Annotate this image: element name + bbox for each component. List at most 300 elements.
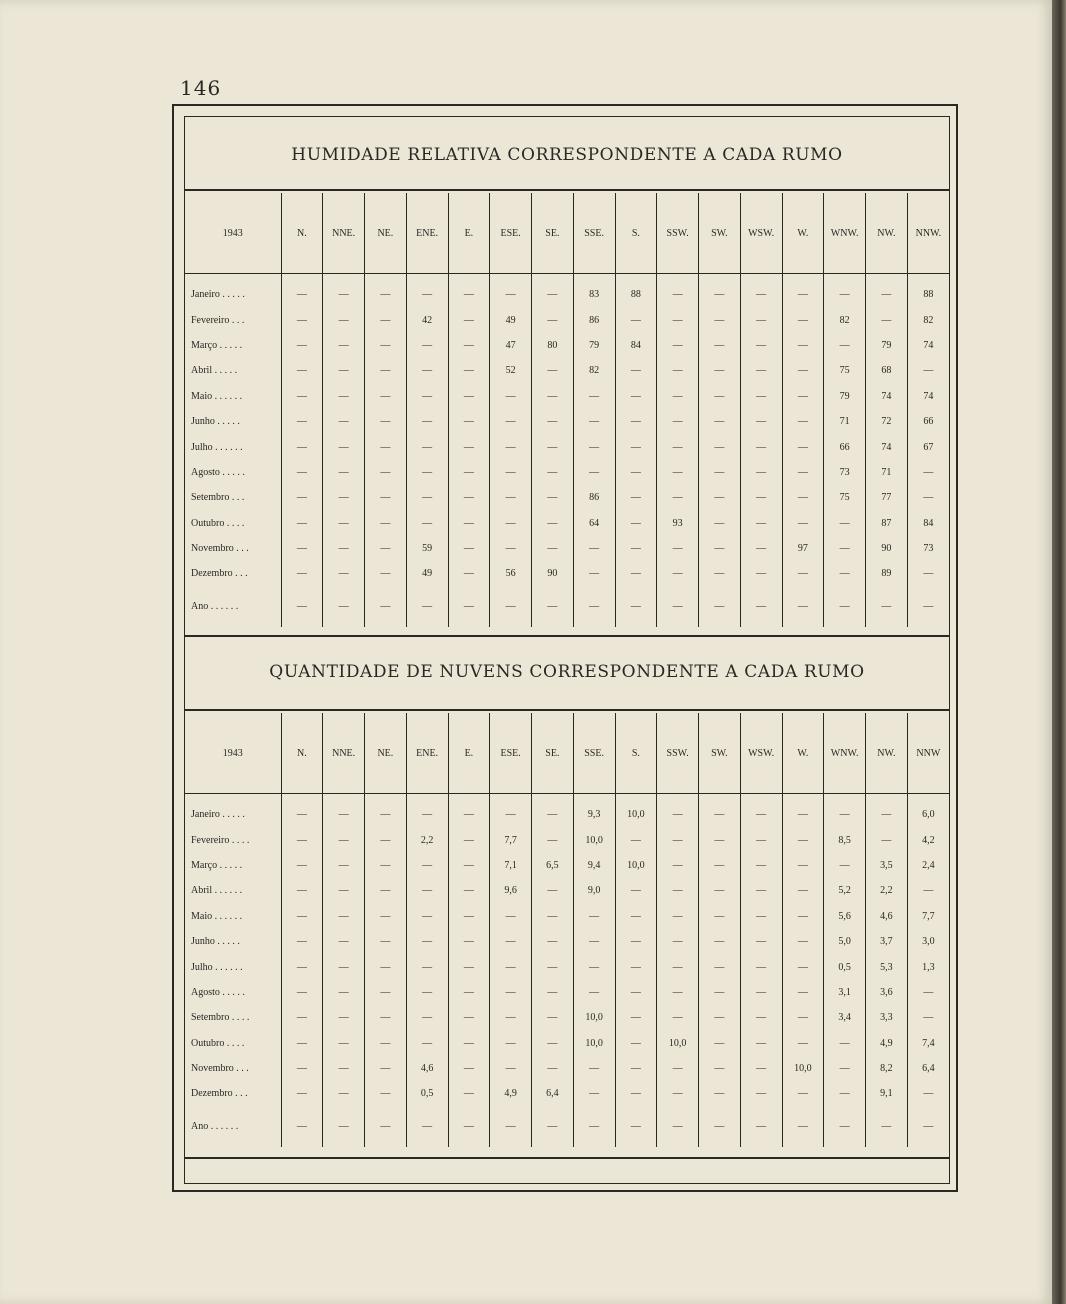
clouds-value-cell: — [323,929,365,954]
clouds-value-cell: — [615,929,657,954]
humidity-table-row [185,561,949,586]
humidity-value-cell: — [532,384,574,409]
clouds-value-cell: — [573,1081,615,1106]
clouds-month-label: Novembro . . . [191,1063,249,1075]
clouds-value-cell: 4,2 [907,827,949,852]
clouds-value-cell: 10,0 [573,1031,615,1056]
clouds-value-cell: 10,0 [615,853,657,878]
clouds-value-cell: — [448,827,490,852]
clouds-value-cell: — [740,794,782,828]
humidity-value-cell: — [281,485,323,510]
clouds-column-header: NNE. [323,713,365,794]
clouds-value-cell: — [615,980,657,1005]
clouds-value-cell: — [866,1107,908,1147]
humidity-value-cell: 88 [907,274,949,308]
humidity-value-cell: — [281,536,323,561]
clouds-value-cell: — [365,1005,407,1030]
clouds-value-cell: — [657,1056,699,1081]
clouds-value-cell: — [323,1031,365,1056]
humidity-value-cell: — [699,358,741,383]
clouds-value-cell: — [824,1031,866,1056]
humidity-value-cell: — [740,587,782,627]
humidity-value-cell: — [448,409,490,434]
humidity-column-header: SW. [699,193,741,274]
humidity-value-cell: 74 [907,333,949,358]
clouds-value-cell: — [323,878,365,903]
humidity-value-cell: — [782,460,824,485]
clouds-value-cell: — [532,954,574,979]
humidity-value-cell: — [782,384,824,409]
humidity-value-cell: 47 [490,333,532,358]
humidity-value-cell: — [448,333,490,358]
humidity-table-row [185,536,949,561]
humidity-value-cell: — [281,274,323,308]
humidity-value-cell: — [699,333,741,358]
clouds-table-row [185,878,949,903]
humidity-value-cell: — [406,333,448,358]
humidity-value-cell: 74 [907,384,949,409]
humidity-value-cell: — [490,274,532,308]
clouds-value-cell: — [406,853,448,878]
humidity-column-header: SSE. [573,193,615,274]
clouds-value-cell: — [281,1031,323,1056]
clouds-value-cell: — [699,1056,741,1081]
clouds-month-label: Dezembro . . . [191,1088,248,1100]
clouds-title: QUANTIDADE DE NUVENS CORRESPONDENTE A CADA RUMO [269,662,865,682]
clouds-value-cell: — [323,980,365,1005]
humidity-value-cell: — [406,358,448,383]
humidity-value-cell: 89 [866,561,908,586]
humidity-value-cell: — [323,587,365,627]
clouds-value-cell: — [365,954,407,979]
humidity-value-cell: 86 [573,485,615,510]
humidity-value-cell: — [281,333,323,358]
humidity-value-cell: — [615,485,657,510]
clouds-table-row [185,1107,949,1147]
clouds-value-cell: 5,6 [824,904,866,929]
clouds-value-cell: — [782,980,824,1005]
clouds-value-cell: — [657,794,699,828]
humidity-column-header: W. [782,193,824,274]
humidity-value-cell: — [657,384,699,409]
clouds-value-cell: — [448,794,490,828]
clouds-month-label: Agosto . . . . . [191,986,245,998]
clouds-month-label: Setembro . . . . [191,1012,250,1024]
clouds-value-cell: — [365,929,407,954]
clouds-month-label: Janeiro . . . . . [191,809,245,821]
humidity-column-header: ENE. [406,193,448,274]
humidity-value-cell: 84 [615,333,657,358]
humidity-value-cell: — [281,358,323,383]
humidity-month-label: Agosto . . . . . [191,466,245,478]
clouds-month-label: Ano . . . . . . [191,1121,239,1133]
humidity-table-row [185,485,949,510]
clouds-value-cell: 10,0 [615,794,657,828]
humidity-value-cell: — [406,511,448,536]
clouds-column-header: W. [782,713,824,794]
clouds-value-cell: — [365,827,407,852]
humidity-value-cell: — [573,561,615,586]
clouds-value-cell: — [448,1056,490,1081]
humidity-value-cell: — [406,274,448,308]
humidity-value-cell: — [532,409,574,434]
clouds-value-cell: — [406,1107,448,1147]
humidity-value-cell: — [740,307,782,332]
clouds-value-cell: 5,0 [824,929,866,954]
clouds-value-cell: — [406,954,448,979]
humidity-value-cell: — [281,434,323,459]
humidity-month-label: Janeiro . . . . . [191,289,245,301]
clouds-value-cell: — [406,929,448,954]
humidity-value-cell: — [740,274,782,308]
clouds-value-cell: — [490,1005,532,1030]
clouds-value-cell: — [657,904,699,929]
humidity-value-cell: — [699,409,741,434]
humidity-value-cell: — [448,434,490,459]
humidity-value-cell: — [532,307,574,332]
humidity-value-cell: — [615,536,657,561]
clouds-value-cell: — [740,954,782,979]
humidity-value-cell: — [323,307,365,332]
clouds-value-cell: 3,0 [907,929,949,954]
clouds-value-cell: — [615,1081,657,1106]
humidity-value-cell: — [532,536,574,561]
humidity-value-cell: — [615,587,657,627]
clouds-value-cell: — [532,1005,574,1030]
clouds-value-cell: — [281,827,323,852]
clouds-value-cell: — [657,878,699,903]
humidity-value-cell: 93 [657,511,699,536]
clouds-value-cell: 3,5 [866,853,908,878]
humidity-value-cell: — [657,460,699,485]
humidity-value-cell: — [782,409,824,434]
humidity-value-cell: — [782,274,824,308]
humidity-value-cell: — [615,561,657,586]
humidity-value-cell: — [657,307,699,332]
humidity-value-cell: — [782,485,824,510]
humidity-value-cell: 72 [866,409,908,434]
humidity-value-cell: 75 [824,485,866,510]
clouds-value-cell: — [281,1005,323,1030]
humidity-value-cell: — [365,333,407,358]
humidity-value-cell: 66 [907,409,949,434]
clouds-value-cell: — [740,904,782,929]
humidity-table-row [185,333,949,358]
clouds-value-cell: — [573,954,615,979]
humidity-value-cell: — [740,409,782,434]
humidity-value-cell: — [448,561,490,586]
humidity-value-cell: — [824,587,866,627]
clouds-value-cell: — [740,1031,782,1056]
clouds-value-cell: — [490,1107,532,1147]
humidity-value-cell: — [782,511,824,536]
humidity-column-header: N. [281,193,323,274]
humidity-value-cell: 59 [406,536,448,561]
humidity-table-row [185,358,949,383]
clouds-table-row [185,954,949,979]
humidity-value-cell: 82 [824,307,866,332]
clouds-value-cell: — [824,1056,866,1081]
humidity-value-cell: 74 [866,434,908,459]
clouds-value-cell: — [740,1081,782,1106]
clouds-value-cell: — [281,853,323,878]
clouds-value-cell: 3,3 [866,1005,908,1030]
humidity-value-cell: — [573,384,615,409]
clouds-value-cell: 8,5 [824,827,866,852]
humidity-value-cell: 84 [907,511,949,536]
humidity-value-cell: — [657,274,699,308]
humidity-value-cell: — [490,485,532,510]
humidity-value-cell: — [323,409,365,434]
humidity-value-cell: — [740,511,782,536]
humidity-value-cell: — [448,358,490,383]
humidity-value-cell: — [824,274,866,308]
humidity-table [185,193,949,627]
humidity-value-cell: 49 [490,307,532,332]
humidity-value-cell: — [490,587,532,627]
clouds-column-header: ENE. [406,713,448,794]
humidity-value-cell: — [699,460,741,485]
humidity-value-cell: — [657,333,699,358]
clouds-table-row [185,1081,949,1106]
clouds-column-header: WSW. [740,713,782,794]
humidity-value-cell: 73 [907,536,949,561]
clouds-value-cell: — [532,1056,574,1081]
humidity-month-label: Ano . . . . . . [191,601,239,613]
humidity-value-cell: — [323,434,365,459]
clouds-month-label: Abril . . . . . . [191,885,243,897]
humidity-table-row [185,384,949,409]
clouds-column-header: NNW [907,713,949,794]
humidity-value-cell: — [532,587,574,627]
humidity-value-cell: 71 [824,409,866,434]
humidity-value-cell: 49 [406,561,448,586]
humidity-month-label: Junho . . . . . [191,416,240,428]
humidity-value-cell: — [532,485,574,510]
humidity-value-cell: — [907,561,949,586]
humidity-value-cell: — [281,511,323,536]
humidity-value-cell: 67 [907,434,949,459]
humidity-value-cell: 52 [490,358,532,383]
humidity-value-cell: — [532,358,574,383]
humidity-column-header: NNW. [907,193,949,274]
clouds-value-cell: — [406,904,448,929]
humidity-value-cell: 66 [824,434,866,459]
humidity-value-cell: — [365,274,407,308]
clouds-value-cell: — [782,1081,824,1106]
clouds-table-row [185,853,949,878]
humidity-value-cell: 86 [573,307,615,332]
clouds-value-cell: — [323,827,365,852]
clouds-value-cell: 9,4 [573,853,615,878]
clouds-value-cell: 3,1 [824,980,866,1005]
humidity-value-cell: — [365,587,407,627]
clouds-value-cell: — [448,1005,490,1030]
clouds-value-cell: — [782,878,824,903]
humidity-value-cell: — [740,333,782,358]
humidity-value-cell: — [699,536,741,561]
humidity-value-cell: — [365,358,407,383]
clouds-month-label: Junho . . . . . [191,936,240,948]
humidity-value-cell: — [573,536,615,561]
humidity-value-cell: — [490,409,532,434]
humidity-value-cell: — [740,485,782,510]
humidity-value-cell: — [782,333,824,358]
clouds-value-cell: — [281,794,323,828]
humidity-value-cell: — [365,511,407,536]
clouds-value-cell: — [699,904,741,929]
clouds-value-cell: 4,9 [490,1081,532,1106]
clouds-value-cell: 7,1 [490,853,532,878]
clouds-column-header: NE. [365,713,407,794]
humidity-month-label: Abril . . . . . [191,365,238,377]
clouds-value-cell: — [699,954,741,979]
clouds-value-cell: — [699,794,741,828]
humidity-value-cell: — [740,460,782,485]
clouds-value-cell: — [532,827,574,852]
clouds-value-cell: — [448,1081,490,1106]
clouds-value-cell: — [907,980,949,1005]
clouds-value-cell: — [532,929,574,954]
humidity-value-cell: — [406,409,448,434]
humidity-value-cell: 88 [615,274,657,308]
clouds-value-cell: — [365,878,407,903]
humidity-table-row [185,409,949,434]
clouds-value-cell: — [740,980,782,1005]
clouds-value-cell: 4,9 [866,1031,908,1056]
clouds-value-cell: — [281,878,323,903]
humidity-value-cell: — [490,434,532,459]
humidity-value-cell: — [448,511,490,536]
clouds-value-cell: 7,7 [490,827,532,852]
clouds-value-cell: — [866,827,908,852]
bottom-rule [185,1157,949,1159]
humidity-value-cell: — [907,485,949,510]
clouds-column-header: ESE. [490,713,532,794]
humidity-value-cell: — [323,511,365,536]
clouds-value-cell: 6,4 [532,1081,574,1106]
clouds-column-header: WNW. [824,713,866,794]
humidity-value-cell: — [615,434,657,459]
section-divider-rule [185,635,949,637]
clouds-value-cell: 0,5 [824,954,866,979]
humidity-value-cell: — [365,434,407,459]
clouds-value-cell: — [323,904,365,929]
clouds-month-label: Outubro . . . . [191,1037,245,1049]
clouds-value-cell: — [699,1081,741,1106]
clouds-value-cell: — [365,1031,407,1056]
humidity-value-cell: — [657,561,699,586]
clouds-value-cell: — [406,1031,448,1056]
clouds-value-cell: — [615,1005,657,1030]
clouds-value-cell: — [615,904,657,929]
humidity-value-cell: — [782,358,824,383]
humidity-value-cell: 83 [573,274,615,308]
clouds-value-cell: — [490,1056,532,1081]
page-number: 146 [180,76,222,100]
clouds-value-cell: 9,0 [573,878,615,903]
humidity-value-cell: — [740,358,782,383]
humidity-value-cell: — [406,460,448,485]
humidity-month-label: Dezembro . . . [191,568,248,580]
humidity-value-cell: — [406,434,448,459]
clouds-value-cell: — [907,1081,949,1106]
clouds-value-cell: 3,6 [866,980,908,1005]
clouds-value-cell: — [281,1056,323,1081]
humidity-value-cell: 82 [573,358,615,383]
humidity-value-cell: — [281,460,323,485]
humidity-value-cell: — [532,511,574,536]
humidity-value-cell: — [490,536,532,561]
humidity-value-cell: 74 [866,384,908,409]
clouds-value-cell: — [782,1005,824,1030]
clouds-value-cell: — [615,1056,657,1081]
humidity-column-header: WSW. [740,193,782,274]
humidity-value-cell: 42 [406,307,448,332]
clouds-value-cell: — [281,904,323,929]
clouds-value-cell: — [490,980,532,1005]
humidity-value-cell: — [907,460,949,485]
humidity-value-cell: — [323,460,365,485]
clouds-value-cell: — [824,794,866,828]
humidity-value-cell: — [323,561,365,586]
clouds-table-row [185,1005,949,1030]
clouds-value-cell: — [532,878,574,903]
clouds-value-cell: — [699,929,741,954]
humidity-column-header: SSW. [657,193,699,274]
humidity-value-cell: 79 [866,333,908,358]
clouds-value-cell: 6,0 [907,794,949,828]
clouds-value-cell: — [699,827,741,852]
humidity-title: HUMIDADE RELATIVA CORRESPONDENTE A CADA RUMO [291,145,843,165]
clouds-value-cell: — [532,980,574,1005]
humidity-value-cell: — [740,561,782,586]
clouds-year-header: 1943 [185,713,281,794]
clouds-value-cell: — [448,853,490,878]
humidity-value-cell: — [573,460,615,485]
table-frame [172,104,958,1192]
clouds-value-cell: — [657,980,699,1005]
clouds-value-cell: — [323,794,365,828]
humidity-value-cell: — [532,434,574,459]
clouds-table-row [185,794,949,828]
humidity-value-cell: — [615,384,657,409]
humidity-value-cell: — [699,587,741,627]
clouds-value-cell: — [615,878,657,903]
humidity-value-cell: — [907,358,949,383]
clouds-value-cell: — [657,954,699,979]
humidity-value-cell: — [657,536,699,561]
clouds-value-cell: — [573,904,615,929]
humidity-value-cell: — [573,587,615,627]
humidity-column-header: E. [448,193,490,274]
clouds-value-cell: — [323,1107,365,1147]
clouds-value-cell: 0,5 [406,1081,448,1106]
humidity-value-cell: 64 [573,511,615,536]
humidity-month-label: Fevereiro . . . [191,314,245,326]
humidity-value-cell: — [490,511,532,536]
humidity-value-cell: — [699,561,741,586]
clouds-value-cell: — [532,1031,574,1056]
clouds-value-cell: — [573,1107,615,1147]
clouds-column-header: SW. [699,713,741,794]
clouds-value-cell: — [740,878,782,903]
clouds-month-label: Maio . . . . . . [191,910,243,922]
humidity-value-cell: — [782,434,824,459]
humidity-title-rule [185,189,949,191]
clouds-column-header: SSE. [573,713,615,794]
humidity-column-header: NW. [866,193,908,274]
